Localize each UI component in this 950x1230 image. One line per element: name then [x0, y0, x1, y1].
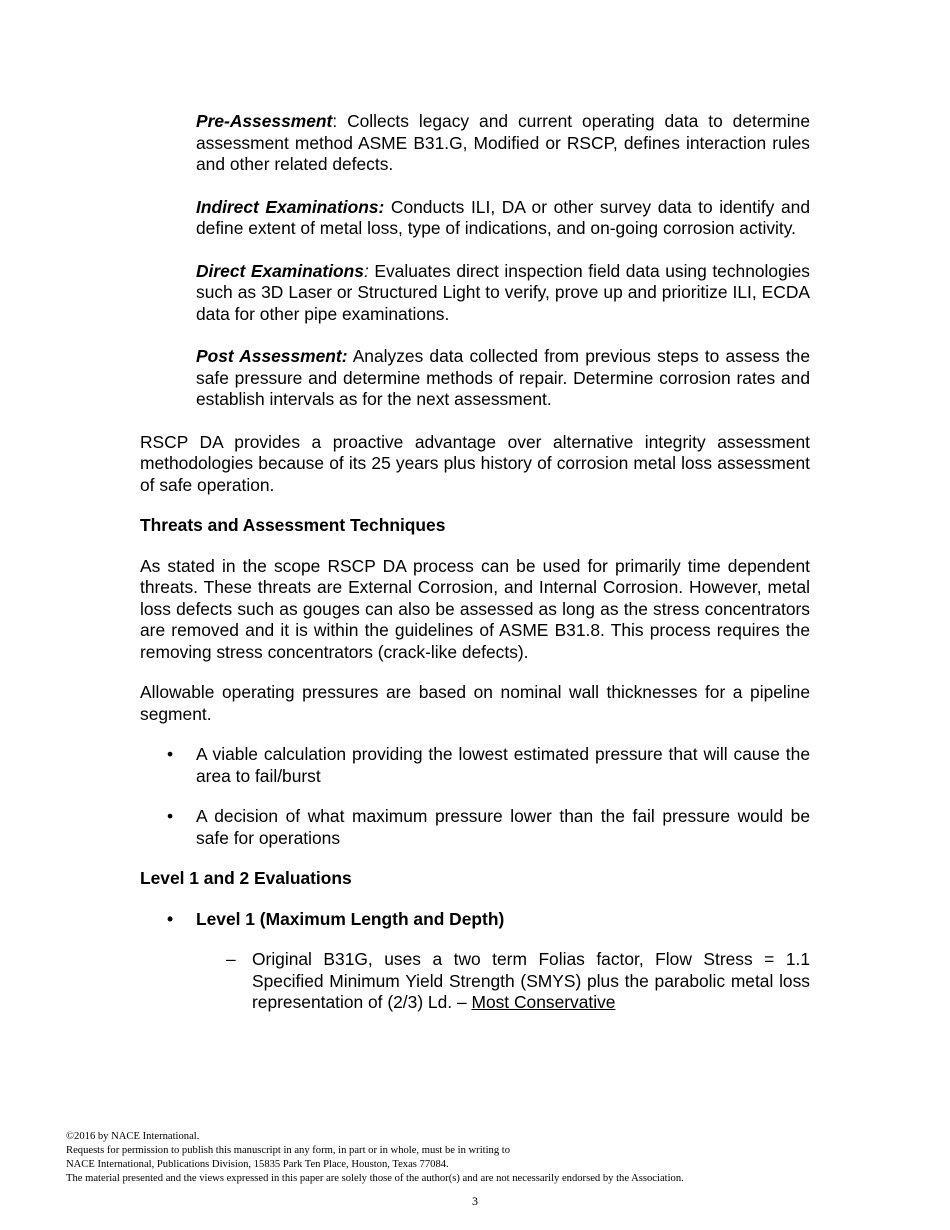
bullet-icon: • [167, 744, 174, 764]
footer-line: NACE International, Publications Division, 15835 Park Ten Place, Houston, Texas 77084. [66, 1159, 449, 1170]
bullet-item-decision [167, 806, 810, 849]
bullet-icon: • [167, 806, 174, 826]
step-post-assessment [196, 346, 810, 411]
step-label: Post Assessment [196, 346, 342, 366]
step-direct-examinations [196, 261, 810, 326]
page-number: 3 [472, 1194, 478, 1208]
copyright-footer [66, 1130, 886, 1186]
paragraph-allowable: Allowable operating pressures are based on nominal wall thicknesses for a pipeline segment. [140, 682, 810, 724]
step-indirect-examinations [196, 197, 810, 240]
step-label: Indirect Examinations [196, 196, 379, 217]
dash-text: Original B31G, uses a two term Folias factor, Flow Stress = 1.1 Specified Minimum Yield Strength (SMYS) plus the parabolic metal loss representation of (2/3) Ld. – [252, 949, 810, 1012]
step-separator: : [378, 196, 385, 217]
step-label: Direct Examinations [196, 260, 364, 281]
dash-icon: – [226, 949, 236, 969]
bullet-text: A decision of what maximum pressure lower than the fail pressure would be safe for operations [196, 806, 810, 848]
step-pre-assessment [196, 111, 810, 176]
document-body [140, 111, 810, 1014]
step-separator: : [341, 346, 348, 366]
step-text: Evaluates direct inspection field data using technologies such as 3D Laser or Structured Light to verify, prove up and prioritize ILI, ECDA data for other pipe examinations. [196, 260, 810, 324]
dash-item-original-b31g [226, 949, 810, 1014]
most-conservative-label: Most Conservative [471, 992, 616, 1012]
step-separator: : [363, 260, 369, 281]
step-text: Conducts ILI, DA or other survey data to identify and define extent of metal loss, type of indications, and on-going corrosion activity. [196, 196, 810, 238]
bullet-text: Level 1 (Maximum Length and Depth) [196, 908, 505, 929]
step-text: Collects legacy and current operating data to determine assessment method ASME B31.G, Modified or RSCP, defines interaction rules and other related defects. [196, 111, 810, 174]
step-separator: : [332, 111, 338, 131]
bullet-item-calculation [167, 744, 810, 787]
heading-levels: Level 1 and 2 Evaluations [140, 868, 352, 888]
heading-threats: Threats and Assessment Techniques [140, 515, 446, 535]
step-text: Analyzes data collected from previous steps to assess the safe pressure and determine methods of repair. Determine corrosion rates and establish intervals as for the next assessment. [196, 346, 810, 409]
step-label: Pre-Assessment [196, 111, 333, 131]
footer-line: ©2016 by NACE International. [66, 1131, 200, 1142]
footer-line: Requests for permission to publish this manuscript in any form, in part or in whole, must be in writing to [66, 1145, 511, 1156]
bullet-text: A viable calculation providing the lowest estimated pressure that will cause the area to fail/burst [196, 744, 810, 786]
footer-line: The material presented and the views expressed in this paper are solely those of the author(s) and are not necessarily endorsed by the Association. [66, 1173, 684, 1184]
paragraph-scope: As stated in the scope RSCP DA process can be used for primarily time dependent threats. These threats are External Corrosion, and Internal Corrosion. However, metal loss defects such as gouges can also be assessed as long as the stress concentrators are removed and it is within the guidelines of ASME B31.8. This process requires the removing stress concentrators (crack-like defects). [140, 555, 810, 662]
bullet-item-level1 [167, 908, 810, 931]
bullet-icon: • [167, 908, 174, 929]
paragraph-advantage: RSCP DA provides a proactive advantage over alternative integrity assessment methodologies because of its 25 years plus history of corrosion metal loss assessment of safe operation. [140, 431, 810, 495]
